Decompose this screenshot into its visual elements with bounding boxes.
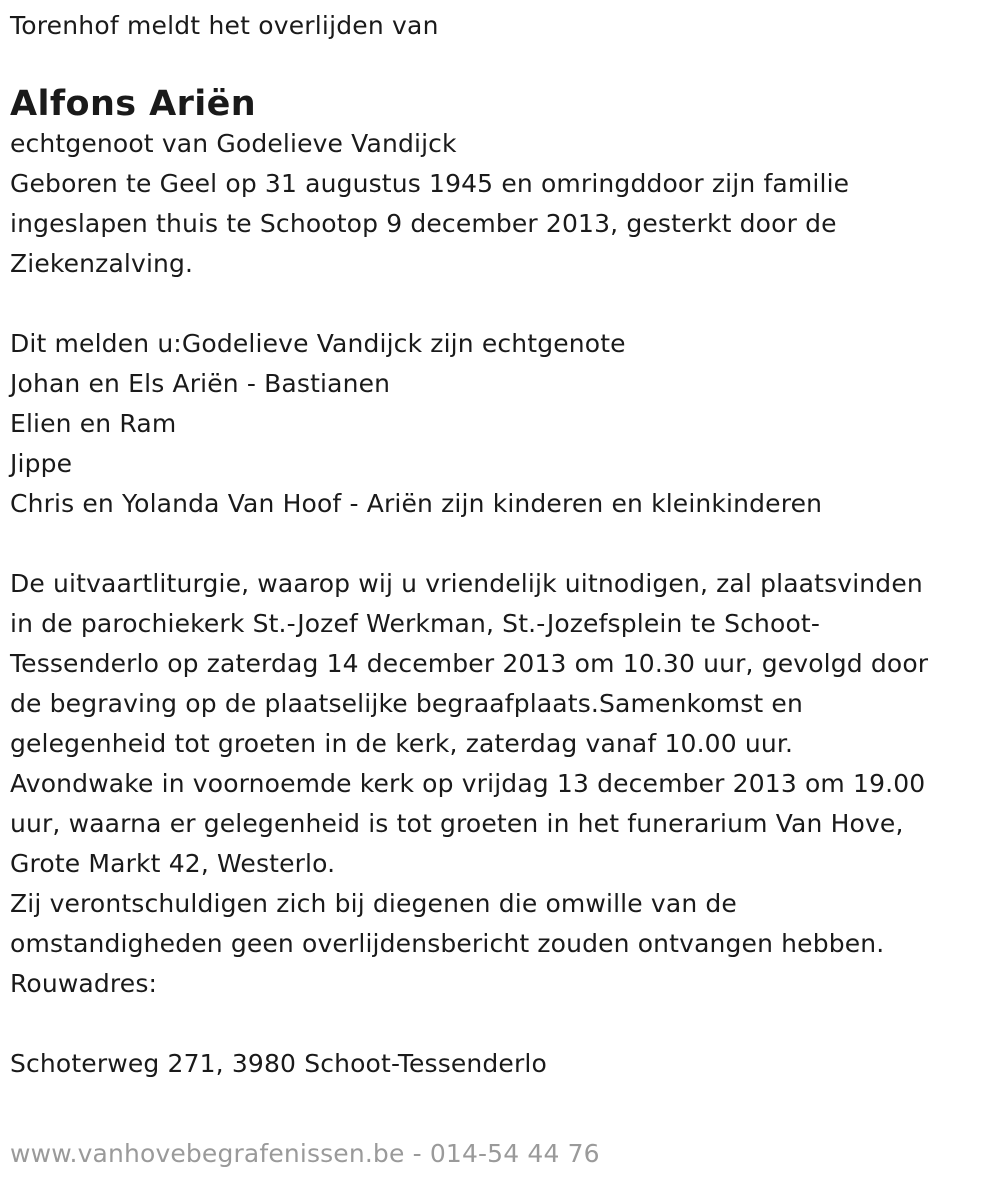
- deceased-name: Alfons Ariën: [10, 84, 257, 124]
- funeral-block: [10, 564, 985, 1004]
- intro-text: Torenhof meldt het overlijden van: [10, 11, 439, 40]
- funeral-line: de begraving op de plaatselijke begraafplaats.Samenkomst en: [10, 689, 803, 718]
- funeral-line: in de parochiekerk St.-Jozef Werkman, St.-Jozefsplein te Schoot-: [10, 609, 821, 638]
- family-block: [10, 324, 985, 524]
- funeral-line: omstandigheden geen overlijdensbericht zouden ontvangen hebben.: [10, 929, 885, 958]
- funeral-line: De uitvaartliturgie, waarop wij u vriendelijk uitnodigen, zal plaatsvinden: [10, 569, 923, 598]
- funeral-line: Grote Markt 42, Westerlo.: [10, 849, 336, 878]
- funeral-line: Avondwake in voornoemde kerk op vrijdag 13 december 2013 om 19.00: [10, 769, 926, 798]
- mourning-address: Schoterweg 271, 3980 Schoot-Tessenderlo: [10, 1049, 547, 1078]
- spacer: [10, 284, 985, 324]
- announcement-line: echtgenoot van Godelieve Vandijck: [10, 129, 457, 158]
- funeral-line: Tessenderlo op zaterdag 14 december 2013 om 10.30 uur, gevolgd door: [10, 649, 929, 678]
- funeral-line: Rouwadres:: [10, 969, 158, 998]
- announcement-line: Geboren te Geel op 31 augustus 1945 en omringddoor zijn familie: [10, 169, 850, 198]
- spacer: [10, 1004, 985, 1044]
- family-line: Dit melden u:Godelieve Vandijck zijn echtgenote: [10, 329, 626, 358]
- family-line: Johan en Els Ariën - Bastianen: [10, 369, 391, 398]
- funeral-line: gelegenheid tot groeten in de kerk, zaterdag vanaf 10.00 uur.: [10, 729, 794, 758]
- spacer: [10, 524, 985, 564]
- funeral-line: uur, waarna er gelegenheid is tot groeten in het funerarium Van Hove,: [10, 809, 904, 838]
- family-line: Elien en Ram: [10, 409, 177, 438]
- family-line: Chris en Yolanda Van Hoof - Ariën zijn kinderen en kleinkinderen: [10, 489, 823, 518]
- announcement-line: Ziekenzalving.: [10, 249, 194, 278]
- footer-contact: www.vanhovebegrafenissen.be - 014-54 44 76: [10, 1139, 600, 1168]
- announcement-block: [10, 124, 985, 284]
- announcement-line: ingeslapen thuis te Schootop 9 december 2013, gesterkt door de: [10, 209, 837, 238]
- obituary-notice: [10, 0, 985, 1084]
- family-line: Jippe: [10, 449, 73, 478]
- funeral-line: Zij verontschuldigen zich bij diegenen die omwille van de: [10, 889, 737, 918]
